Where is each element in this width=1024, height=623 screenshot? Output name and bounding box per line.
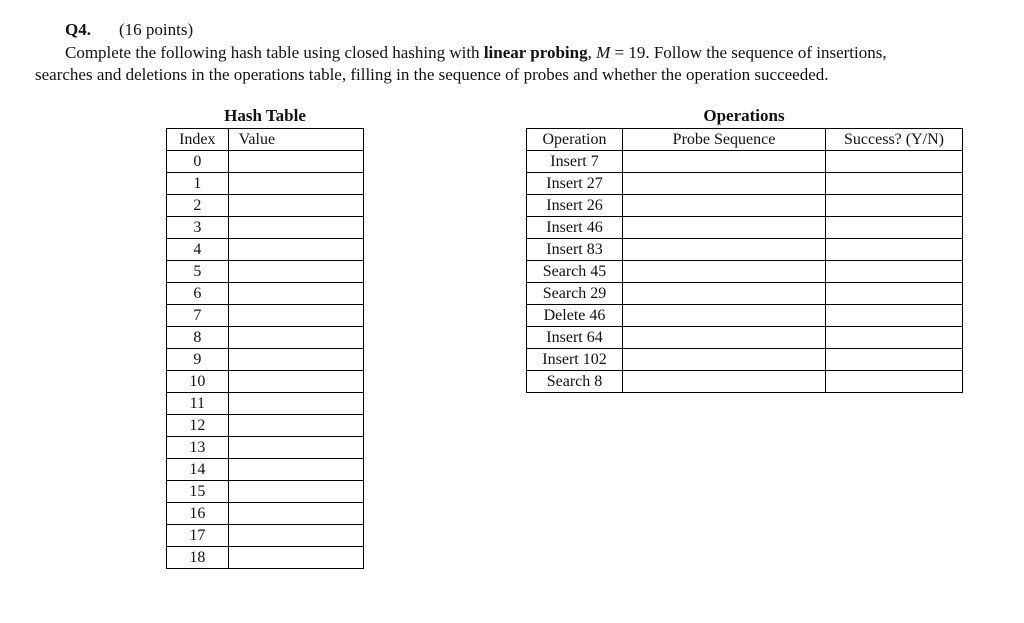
hash-table-row — [167, 415, 364, 437]
hash-table-row — [167, 459, 364, 481]
operations-row — [527, 195, 963, 217]
question-text-comma: , — [587, 43, 597, 62]
hash-index-cell: 1 — [167, 173, 229, 195]
probe-sequence-cell[interactable] — [623, 371, 826, 393]
probe-sequence-cell[interactable] — [623, 195, 826, 217]
operations-row — [527, 371, 963, 393]
hash-value-cell[interactable] — [228, 525, 363, 547]
success-cell[interactable] — [826, 349, 963, 371]
operations-row — [527, 217, 963, 239]
hash-value-cell[interactable] — [228, 195, 363, 217]
hash-index-cell: 11 — [167, 393, 229, 415]
hash-table-row — [167, 239, 364, 261]
hash-table-row — [167, 547, 364, 569]
success-cell[interactable] — [826, 217, 963, 239]
hash-value-cell[interactable] — [228, 415, 363, 437]
operation-cell: Search 8 — [527, 371, 623, 393]
hash-value-cell[interactable] — [228, 239, 363, 261]
hash-table-row — [167, 437, 364, 459]
question-number: Q4. — [65, 20, 91, 39]
probe-sequence-cell[interactable] — [623, 327, 826, 349]
hash-value-cell[interactable] — [228, 217, 363, 239]
hash-value-cell[interactable] — [228, 393, 363, 415]
hash-value-cell[interactable] — [228, 327, 363, 349]
question-text-rest: = 19. Follow the sequence of insertions, — [610, 43, 887, 62]
hash-value-cell[interactable] — [228, 437, 363, 459]
hash-value-cell[interactable] — [228, 371, 363, 393]
operations-row — [527, 151, 963, 173]
success-cell[interactable] — [826, 151, 963, 173]
hash-table — [166, 128, 364, 569]
hash-table-row — [167, 195, 364, 217]
hash-index-cell: 0 — [167, 151, 229, 173]
probe-sequence-cell[interactable] — [623, 349, 826, 371]
hash-index-cell: 5 — [167, 261, 229, 283]
question-text-intro: Complete the following hash table using closed hashing with — [65, 43, 484, 62]
question-math-variable: M — [596, 43, 611, 62]
hash-value-cell[interactable] — [228, 305, 363, 327]
hash-table-row — [167, 481, 364, 503]
hash-value-cell[interactable] — [228, 547, 363, 569]
operations-row — [527, 239, 963, 261]
operation-cell: Delete 46 — [527, 305, 623, 327]
probe-sequence-cell[interactable] — [623, 305, 826, 327]
hash-table-row — [167, 371, 364, 393]
success-cell[interactable] — [826, 173, 963, 195]
operations-table — [526, 128, 963, 393]
hash-table-row — [167, 217, 364, 239]
hash-index-cell: 12 — [167, 415, 229, 437]
question-bold-term: linear probing — [483, 43, 588, 62]
probe-sequence-cell[interactable] — [623, 151, 826, 173]
operations-caption: Operations — [703, 106, 785, 125]
hash-table-row — [167, 305, 364, 327]
operations-row — [527, 327, 963, 349]
hash-index-cell: 15 — [167, 481, 229, 503]
operation-cell: Insert 26 — [527, 195, 623, 217]
hash-table-row — [167, 261, 364, 283]
hash-value-cell[interactable] — [228, 173, 363, 195]
success-cell[interactable] — [826, 195, 963, 217]
hash-header-index: Index — [167, 129, 229, 151]
hash-value-cell[interactable] — [228, 261, 363, 283]
question-heading — [65, 20, 193, 40]
hash-index-cell: 16 — [167, 503, 229, 525]
hash-index-cell: 2 — [167, 195, 229, 217]
operation-cell: Insert 83 — [527, 239, 623, 261]
probe-sequence-cell[interactable] — [623, 217, 826, 239]
hash-index-cell: 9 — [167, 349, 229, 371]
hash-index-cell: 18 — [167, 547, 229, 569]
hash-table-row — [167, 349, 364, 371]
operation-cell: Insert 64 — [527, 327, 623, 349]
ops-header-probe-sequence: Probe Sequence — [623, 129, 826, 151]
hash-value-cell[interactable] — [228, 283, 363, 305]
question-text-line-2: searches and deletions in the operations table, filling in the sequence of probes and whether the operation succeeded. — [35, 65, 829, 84]
hash-header-value: Value — [228, 129, 363, 151]
question-text-line-1 — [65, 43, 887, 63]
probe-sequence-cell[interactable] — [623, 283, 826, 305]
hash-table-row — [167, 393, 364, 415]
hash-table-row — [167, 151, 364, 173]
success-cell[interactable] — [826, 239, 963, 261]
probe-sequence-cell[interactable] — [623, 261, 826, 283]
hash-index-cell: 17 — [167, 525, 229, 547]
operation-cell: Insert 46 — [527, 217, 623, 239]
hash-table-caption: Hash Table — [224, 106, 306, 125]
operation-cell: Insert 102 — [527, 349, 623, 371]
hash-index-cell: 6 — [167, 283, 229, 305]
hash-index-cell: 3 — [167, 217, 229, 239]
hash-table-row — [167, 283, 364, 305]
probe-sequence-cell[interactable] — [623, 239, 826, 261]
operation-cell: Search 29 — [527, 283, 623, 305]
hash-index-cell: 7 — [167, 305, 229, 327]
operation-cell: Insert 7 — [527, 151, 623, 173]
hash-value-cell[interactable] — [228, 481, 363, 503]
hash-value-cell[interactable] — [228, 349, 363, 371]
hash-table-header-row — [167, 129, 364, 151]
hash-table-row — [167, 173, 364, 195]
hash-value-cell[interactable] — [228, 459, 363, 481]
hash-value-cell[interactable] — [228, 151, 363, 173]
probe-sequence-cell[interactable] — [623, 173, 826, 195]
operations-row — [527, 349, 963, 371]
hash-table-row — [167, 327, 364, 349]
hash-index-cell: 14 — [167, 459, 229, 481]
operations-row — [527, 283, 963, 305]
operations-row — [527, 305, 963, 327]
operation-cell: Insert 27 — [527, 173, 623, 195]
operations-header-row — [527, 129, 963, 151]
ops-header-success: Success? (Y/N) — [826, 129, 963, 151]
operations-row — [527, 261, 963, 283]
operations-row — [527, 173, 963, 195]
hash-table-row — [167, 503, 364, 525]
success-cell[interactable] — [826, 261, 963, 283]
hash-index-cell: 13 — [167, 437, 229, 459]
question-points: (16 points) — [118, 20, 194, 39]
success-cell[interactable] — [826, 283, 963, 305]
success-cell[interactable] — [826, 371, 963, 393]
success-cell[interactable] — [826, 305, 963, 327]
hash-table-row — [167, 525, 364, 547]
hash-index-cell: 4 — [167, 239, 229, 261]
success-cell[interactable] — [826, 327, 963, 349]
hash-value-cell[interactable] — [228, 503, 363, 525]
ops-header-operation: Operation — [527, 129, 623, 151]
hash-index-cell: 8 — [167, 327, 229, 349]
hash-index-cell: 10 — [167, 371, 229, 393]
operation-cell: Search 45 — [527, 261, 623, 283]
